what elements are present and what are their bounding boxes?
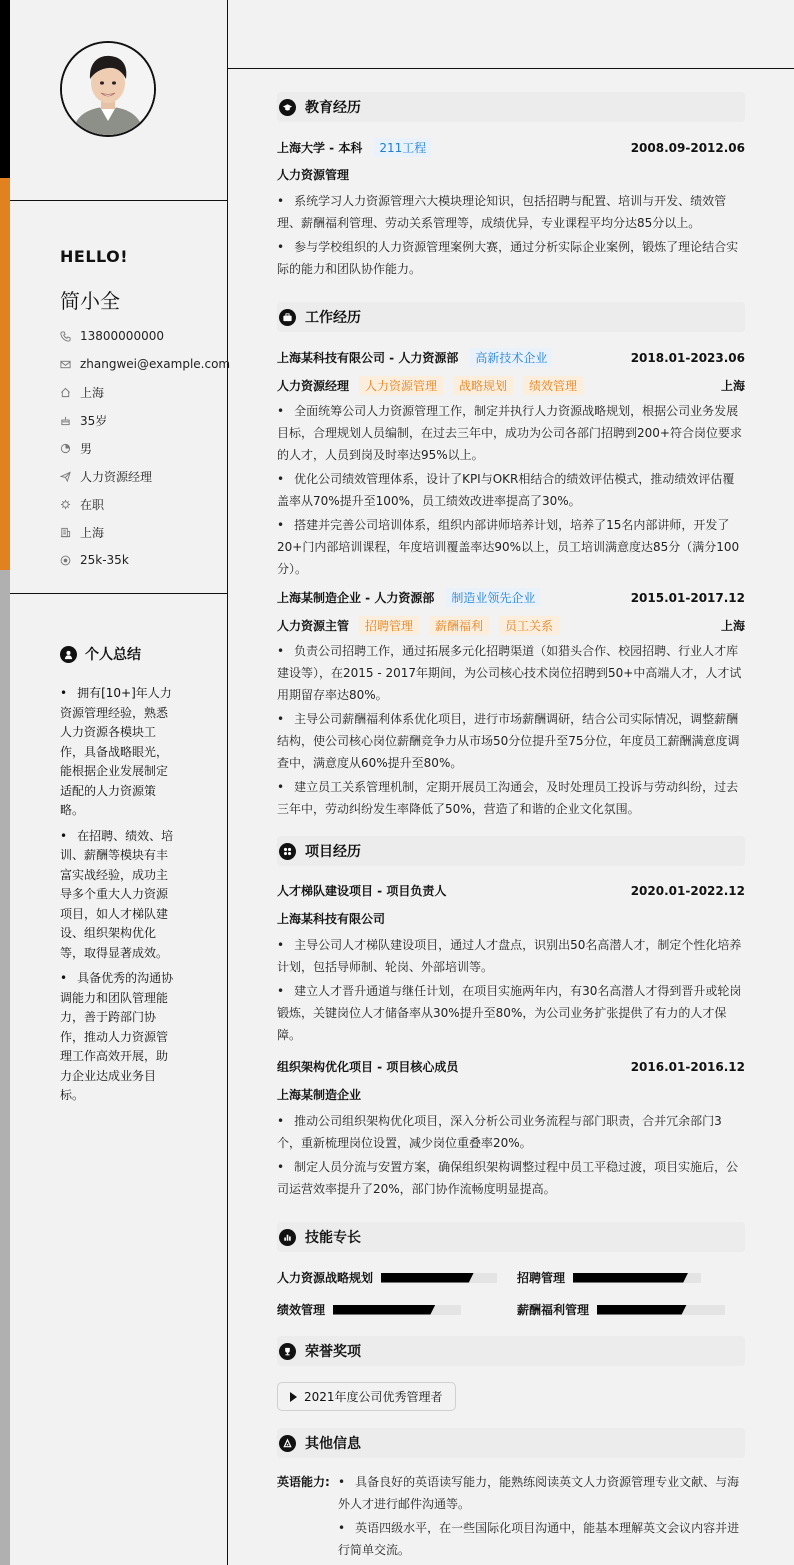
job-date: 2018.01-2023.06 (630, 350, 745, 365)
company-name: 上海某制造企业 - 人力资源部 (277, 591, 435, 605)
projects-heading: 项目经历 (277, 836, 745, 866)
school-name: 上海大学 - 本科 (277, 141, 363, 155)
contact-salary: 25k-35k (60, 546, 230, 574)
home-icon (60, 387, 80, 398)
cake-icon (60, 415, 80, 426)
company-name: 上海某科技有限公司 - 人力资源部 (277, 351, 459, 365)
english-label: 英语能力: (277, 1475, 330, 1489)
education-heading: 教育经历 (277, 92, 745, 122)
summary-item: • 在招聘、绩效、培训、薪酬等模块有丰富实战经验，成功主导多个重大人力资源项目，如人才梯队建设、组织架构优化等，取得显著成效。 (60, 827, 178, 964)
info-icon (279, 1435, 296, 1452)
mail-icon (60, 359, 80, 370)
job-bullet: • 优化公司绩效管理体系，设计了KPI与OKR相结合的绩效评估模式，推动绩效评估覆盖率从70%提升至100%，员工绩效改进率提高了30%。 (277, 468, 745, 512)
skill-bar (597, 1305, 725, 1315)
english-bullet: • 具备良好的英语读写能力，能熟练阅读英文人力资源管理专业文献、与海外人才进行邮件沟通等。 (338, 1471, 745, 1515)
status-icon (60, 499, 80, 510)
contact-age: 35岁 (60, 406, 230, 434)
skill-bar-fill (333, 1305, 435, 1315)
skill-bar (333, 1305, 461, 1315)
building-icon (60, 527, 80, 538)
education-bullets (277, 190, 745, 282)
job-role-row (277, 376, 745, 395)
job-city: 上海 (720, 619, 745, 633)
skill-tag: 招聘管理 (359, 616, 419, 635)
skill-bar-fill (381, 1273, 474, 1283)
english-bullet: • 英语四级水平，在一些国际化项目沟通中，能基本理解英文会议内容并进行简单交流。 (338, 1517, 745, 1561)
job-date: 2015.01-2017.12 (630, 590, 745, 605)
skill-item (277, 1301, 461, 1318)
award-label: 2021年度公司优秀管理者 (304, 1390, 443, 1404)
education-bullet: • 系统学习人力资源管理六大模块理论知识，包括招聘与配置、培训与开发、绩效管理、薪酬福利管理、劳动关系管理等，成绩优异，专业课程平均分达85分以上。 (277, 190, 745, 234)
skill-tag: 薪酬福利 (429, 616, 489, 635)
job-header (277, 588, 745, 607)
job-city: 上海 (720, 379, 745, 393)
skill-name: 薪酬福利管理 (517, 1303, 590, 1317)
greeting: HELLO! (60, 247, 129, 266)
trophy-icon (279, 1343, 296, 1360)
company-tag: 高新技术企业 (470, 348, 552, 367)
avatar (60, 41, 156, 137)
skill-item (277, 1269, 497, 1286)
project-org: 上海某科技有限公司 (277, 912, 386, 926)
project-bullet: • 主导公司人才梯队建设项目，通过人才盘点，识别出50名高潜人才，制定个性化培养计划，包括导师制、轮岗、外部培训等。 (277, 934, 745, 978)
job-bullet: • 搭建并完善公司培训体系，组织内部讲师培养计划，培养了15名内部讲师，开发了20+门内部培训课程，年度培训覆盖率达90%以上，员工培训满意度达85分（满分100分）。 (277, 514, 745, 580)
english-bullets (338, 1471, 745, 1563)
sidebar-divider-top (10, 200, 227, 201)
project-org-row (277, 910, 745, 927)
project-header (277, 1058, 745, 1075)
project-date: 2016.01-2016.12 (630, 1059, 745, 1074)
skill-tag: 人力资源管理 (359, 376, 443, 395)
phone-icon (60, 331, 80, 342)
skill-tag: 绩效管理 (523, 376, 583, 395)
contact-email: zhangwei@example.com (60, 350, 230, 378)
skill-name: 招聘管理 (517, 1271, 566, 1285)
education-row (277, 138, 745, 157)
school-tag: 211工程 (374, 138, 431, 157)
contact-location: 上海 (60, 378, 230, 406)
briefcase-icon (279, 309, 296, 326)
education-bullet: • 参与学校组织的人力资源管理案例大赛，通过分析实际企业案例，锻炼了理论结合实际的能力和团队协作能力。 (277, 236, 745, 280)
skill-tag: 战略规划 (453, 376, 513, 395)
job-bullets (277, 400, 745, 582)
project-bullet: • 制定人员分流与安置方案，确保组织架构调整过程中员工平稳过渡，项目实施后，公司运营效率提升了20%，部门协作流畅度明显提高。 (277, 1156, 745, 1200)
money-icon (60, 555, 80, 566)
project-org-row (277, 1086, 745, 1103)
project-header (277, 882, 745, 899)
job-bullet: • 建立员工关系管理机制，定期开展员工沟通会，及时处理员工投诉与劳动纠纷，过去三年中，劳动纠纷发生率降低了50%，营造了和谐的企业文化氛围。 (277, 776, 745, 820)
accent-strip-gray (0, 570, 10, 1565)
skills-heading: 技能专长 (277, 1222, 745, 1252)
graduation-cap-icon (279, 99, 296, 116)
avatar-portrait-icon (62, 43, 154, 135)
skill-bar (381, 1273, 497, 1283)
other-heading: 其他信息 (277, 1428, 745, 1458)
job-role: 人力资源主管 (277, 619, 350, 633)
skill-item (517, 1301, 725, 1318)
project-bullet: • 推动公司组织架构优化项目，深入分析公司业务流程与部门职责，合并冗余部门3个，重新梳理岗位设置，减少岗位重叠率20%。 (277, 1110, 745, 1154)
contact-phone: 13800000000 (60, 322, 230, 350)
award-item[interactable] (277, 1382, 456, 1411)
contact-gender: 男 (60, 434, 230, 462)
column-divider (227, 0, 228, 1565)
skill-name: 人力资源战略规划 (277, 1271, 374, 1285)
project-org: 上海某制造企业 (277, 1088, 362, 1102)
project-date: 2020.01-2022.12 (630, 883, 745, 898)
skill-bar-fill (573, 1273, 688, 1283)
project-name: 人才梯队建设项目 - 项目负责人 (277, 884, 447, 898)
education-date: 2008.09-2012.06 (630, 140, 745, 155)
job-bullet: • 全面统筹公司人力资源管理工作，制定并执行人力资源战略规划，根据公司业务发展目标，合理规划人员编制，在过去三年中，成功为公司各部门招聘到200+符合岗位要求的人才，人员到岗及时率达95%以上。 (277, 400, 745, 466)
work-heading: 工作经历 (277, 302, 745, 332)
accent-strip-orange (0, 178, 10, 570)
user-icon (60, 646, 77, 663)
major: 人力资源管理 (277, 168, 350, 182)
skill-bar-fill (597, 1305, 687, 1315)
company-tag: 制造业领先企业 (446, 588, 540, 607)
summary-heading: 个人总结 (60, 644, 141, 664)
play-icon (290, 1392, 297, 1402)
project-bullets (277, 1110, 745, 1202)
send-icon (60, 471, 80, 482)
summary-item: • 具备优秀的沟通协调能力和团队管理能力，善于跨部门协作，推动人力资源管理工作高效开展，助力企业达成业务目标。 (60, 969, 178, 1106)
sidebar-divider-bottom (10, 593, 227, 594)
gender-icon (60, 443, 80, 454)
accent-strip-black (0, 0, 10, 178)
contact-info-list (60, 322, 230, 574)
grid-icon (279, 843, 296, 860)
job-role-row (277, 616, 745, 635)
project-bullet: • 建立人才晋升通道与继任计划，在项目实施两年内，有30名高潜人才得到晋升或轮岗锻炼，关键岗位人才储备率从30%提升至80%，为公司业务扩张提供了有力的人才保障。 (277, 980, 745, 1046)
job-bullets (277, 640, 745, 822)
skill-item (517, 1269, 701, 1286)
skill-tag: 员工关系 (499, 616, 559, 635)
header-divider (227, 68, 794, 69)
summary-list (60, 684, 178, 1112)
awards-heading: 荣誉奖项 (277, 1336, 745, 1366)
summary-item: • 拥有[10+]年人力资源管理经验，熟悉人力资源各模块工作，具备战略眼光，能根据企业发展制定适配的人力资源策略。 (60, 684, 178, 821)
contact-position: 人力资源经理 (60, 462, 230, 490)
job-header (277, 348, 745, 367)
skill-name: 绩效管理 (277, 1303, 326, 1317)
project-name: 组织架构优化项目 - 项目核心成员 (277, 1060, 459, 1074)
candidate-name: 简小全 (60, 289, 120, 313)
job-bullet: • 主导公司薪酬福利体系优化项目，进行市场薪酬调研，结合公司实际情况，调整薪酬结构，使公司核心岗位薪酬竞争力从市场50分位提升至75分位，年度员工薪酬满意度调查中，满意度从60%提升至80%。 (277, 708, 745, 774)
skill-bar (573, 1273, 701, 1283)
contact-city: 上海 (60, 518, 230, 546)
bar-chart-icon (279, 1229, 296, 1246)
major-row (277, 166, 745, 183)
contact-status: 在职 (60, 490, 230, 518)
project-bullets (277, 934, 745, 1048)
job-bullet: • 负责公司招聘工作，通过拓展多元化招聘渠道（如猎头合作、校园招聘、行业人才库建设等），在2015 - 2017年期间，为公司核心技术岗位招聘到50+中高端人才，人才试用期留存率达80%。 (277, 640, 745, 706)
job-role: 人力资源经理 (277, 379, 350, 393)
